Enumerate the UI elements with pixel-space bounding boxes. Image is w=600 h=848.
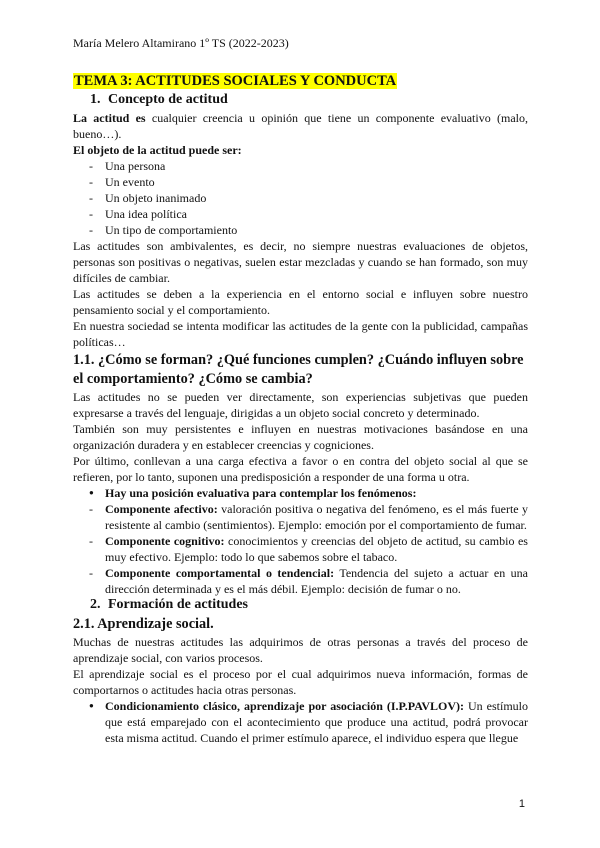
page-number: 1 [518,798,525,810]
attitude-definition [73,110,528,142]
list-item: - Una persona [73,158,528,174]
classical-conditioning-bullet [73,698,528,746]
section-2-1-heading: 2.1. Aprendizaje social. [73,616,214,632]
component-label: Componente comportamental o tendencial: [105,566,335,580]
component-list [73,501,528,597]
section-1-number: 1. [90,92,101,107]
paragraph: En nuestra sociedad se intenta modificar las actitudes de la gente con la publicidad, campañas políticas… [73,319,528,349]
section-2-number: 2. [90,597,101,612]
page-header: María Melero Altamirano 1º TS (2022-2023) [73,36,289,50]
bullet-text: Hay una posición evaluativa para contemplar los fenómenos: [105,486,417,500]
list-item: - Un evento [73,174,528,190]
attitude-object-list [73,158,528,238]
attitude-definition-bold: La actitud es [73,111,146,125]
attitude-object-heading: El objeto de la actitud puede ser: [73,143,242,157]
component-text: valoración positiva o negativa del fenómeno, es el más fuerte y resistente al cambio (sentimientos). Ejemplo: emoción por el comportamiento de fumar. [105,502,528,532]
page-content [73,36,528,746]
paragraph: También son muy persistentes e influyen en nuestras motivaciones basándose en una organización duradera y en establecer creencias y cogniciones. [73,422,528,452]
list-item [73,533,528,565]
title-highlight: TEMA 3: ACTITUDES SOCIALES Y CONDUCTA [74,73,397,89]
component-text: conocimientos y creencias del objeto de actitud, su cambio es muy efectivo. Ejemplo: todo lo que sabemos sobre el tabaco. [105,534,528,564]
section-2-heading [90,597,528,613]
section-1-1-heading: 1.1. ¿Cómo se forman? ¿Qué funciones cumplen? ¿Cuándo influyen sobre el comportamiento? ¿Cómo se cambia? [73,352,524,387]
document-title [73,73,528,90]
component-label: Componente cognitivo: [105,534,225,548]
paragraph: Las actitudes no se pueden ver directamente, son experiencias subjetivas que pueden expresarse a través del lenguaje, dirigidas a un objeto social concreto y determinado. [73,390,528,420]
section-2-title: Formación de actitudes [108,597,248,612]
component-text: Tendencia del sujeto a actuar en una dirección determinada y es el más débil. Ejemplo: decisión de fumar o no. [105,566,528,596]
bullet-text: Un estímulo que está emparejado con el acontecimiento que produce una actitud, podrá provocar esta misma actitud. Cuando el primer estímulo aparece, el individuo espera que llegue [105,699,528,745]
list-item: - Una idea política [73,206,528,222]
section-1-title: Concepto de actitud [108,92,228,107]
bullet-bold: Condicionamiento clásico, aprendizaje por asociación (I.P.PAVLOV): [105,699,464,713]
attitude-definition-text: cualquier creencia u opinión que tiene un componente evaluativo (malo, bueno…). [73,111,528,141]
paragraph: Por último, conllevan a una carga efectiva a favor o en contra del objeto social al que se refieren, por lo tanto, suponen una predisposición a responder de una forma u otra. [73,454,528,484]
list-item [73,501,528,533]
list-item: - Un tipo de comportamiento [73,222,528,238]
paragraph: Muchas de nuestras actitudes las adquirimos de otras personas a través del proceso de aprendizaje social, con varios procesos. [73,635,528,665]
evaluative-position-bullet [73,485,528,501]
component-label: Componente afectivo: [105,502,218,516]
section-1-heading [90,92,528,108]
list-item [73,565,528,597]
paragraph: Las actitudes son ambivalentes, es decir, no siempre nuestras evaluaciones de objetos, personas son positivas o negativas, suelen estar mezcladas y cuando se han formado, son muy difíciles de cambiar. [73,239,528,285]
list-item: - Un objeto inanimado [73,190,528,206]
paragraph: Las actitudes se deben a la experiencia en el entorno social e influyen sobre nuestro pensamiento social y el comportamiento. [73,287,528,317]
paragraph: El aprendizaje social es el proceso por el cual adquirimos nueva información, formas de comportarnos o actitudes hacia otras personas. [73,667,528,697]
